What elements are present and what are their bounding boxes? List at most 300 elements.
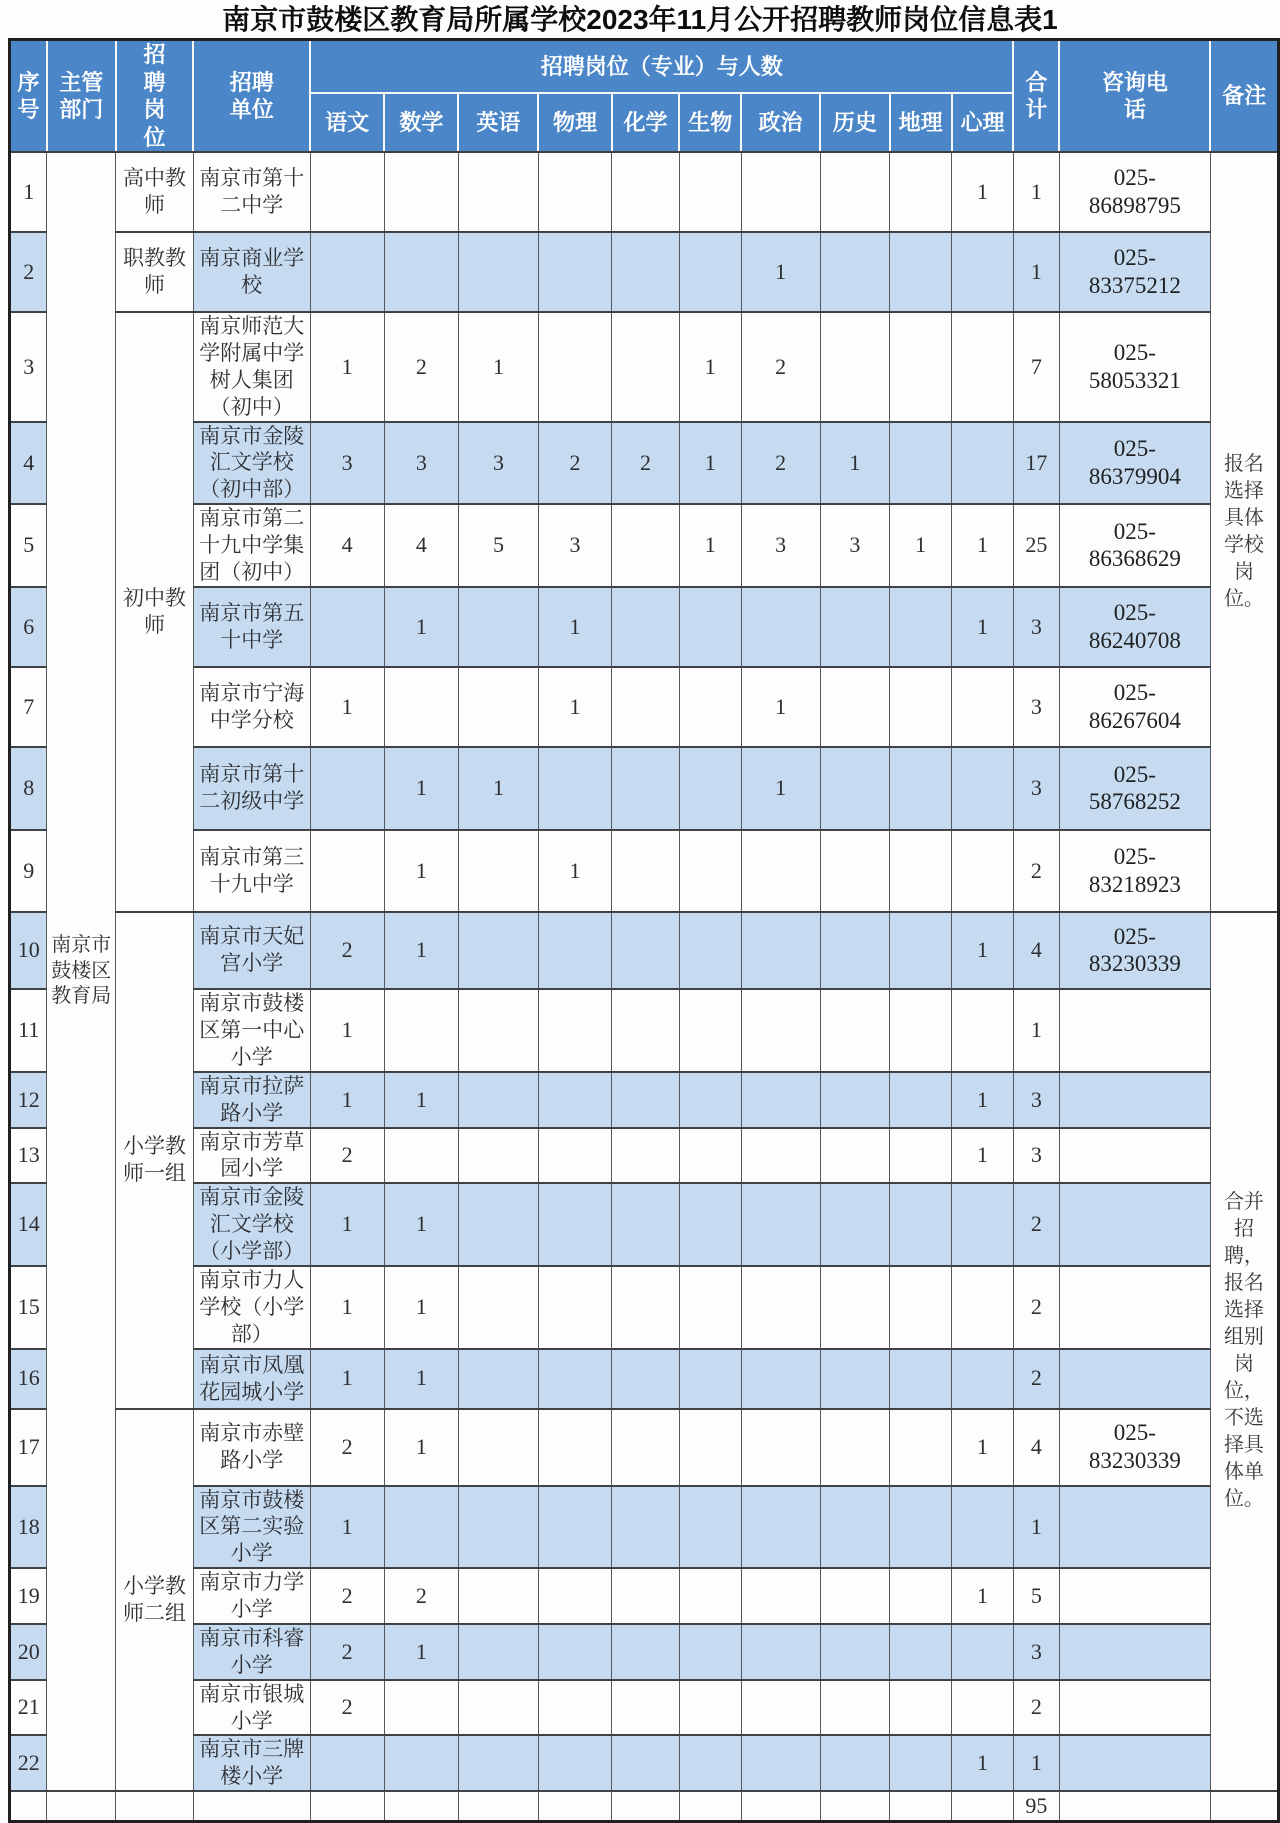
table-row xyxy=(10,830,1279,912)
cell-subject-2 xyxy=(458,1409,538,1486)
cell-subject-5 xyxy=(679,1183,741,1266)
cell-unit: 南京市金陵汇文学校（小学部） xyxy=(193,1183,310,1266)
cell-total: 7 xyxy=(1013,312,1059,422)
cell-subject-4 xyxy=(612,1266,680,1349)
cell-subject-7: 1 xyxy=(820,422,889,505)
cell-subject-1 xyxy=(384,667,458,747)
cell-subject-7 xyxy=(820,312,889,422)
cell-total: 2 xyxy=(1013,1349,1059,1409)
cell-unit: 南京市天妃宫小学 xyxy=(193,912,310,989)
cell-subject-4 xyxy=(612,1735,680,1791)
cell-subject-3 xyxy=(538,1409,611,1486)
cell-subject-9 xyxy=(952,1791,1014,1822)
cell-subject-5: 1 xyxy=(679,312,741,422)
cell-subject-2 xyxy=(458,989,538,1072)
cell-subject-0: 2 xyxy=(310,1624,384,1680)
cell-subject-5 xyxy=(679,1128,741,1184)
cell-total: 3 xyxy=(1013,1128,1059,1184)
cell-subject-5 xyxy=(679,1680,741,1736)
cell-unit: 南京市芳草园小学 xyxy=(193,1128,310,1184)
cell-subject-7 xyxy=(820,667,889,747)
cell-subject-3 xyxy=(538,1266,611,1349)
cell-subject-3 xyxy=(538,1128,611,1184)
cell-subject-3 xyxy=(538,1735,611,1791)
cell-subject-6 xyxy=(741,1486,820,1569)
cell-subject-6 xyxy=(741,1409,820,1486)
cell-subject-1 xyxy=(384,1486,458,1569)
cell-subject-0 xyxy=(310,747,384,830)
cell-seq: 8 xyxy=(10,747,47,830)
cell-subject-2 xyxy=(458,587,538,667)
cell-subject-4 xyxy=(612,232,680,312)
cell-subject-0: 1 xyxy=(310,1349,384,1409)
column-header-subject-1: 数学 xyxy=(384,93,458,152)
cell-subject-3 xyxy=(538,1568,611,1624)
cell-subject-0: 1 xyxy=(310,1486,384,1569)
cell-subject-2 xyxy=(458,1349,538,1409)
cell-phone: 025-58053321 xyxy=(1059,312,1210,422)
cell-unit: 南京市力人学校（小学部） xyxy=(193,1266,310,1349)
cell-total: 3 xyxy=(1013,587,1059,667)
cell-seq: 5 xyxy=(10,504,47,587)
cell-subject-7 xyxy=(820,1409,889,1486)
table-row xyxy=(10,504,1279,587)
cell-subject-9 xyxy=(952,830,1014,912)
cell-post-group: 初中教师 xyxy=(116,312,194,912)
cell-subject-4 xyxy=(612,1072,680,1128)
cell-phone xyxy=(1059,1680,1210,1736)
cell-note: 报名选择具体学校岗位。 xyxy=(1210,152,1278,912)
cell-subject-8 xyxy=(890,1791,952,1822)
cell-subject-1 xyxy=(384,1128,458,1184)
cell-subject-0: 1 xyxy=(310,312,384,422)
cell-subject-8 xyxy=(890,989,952,1072)
cell-subject-8: 1 xyxy=(890,504,952,587)
cell-subject-0: 4 xyxy=(310,504,384,587)
cell-subject-2 xyxy=(458,1735,538,1791)
cell-subject-3 xyxy=(538,912,611,989)
cell-subject-6 xyxy=(741,1128,820,1184)
cell-subject-8 xyxy=(890,747,952,830)
cell-subject-9: 1 xyxy=(952,1735,1014,1791)
cell-subject-4 xyxy=(612,1409,680,1486)
cell-subject-8 xyxy=(890,830,952,912)
cell-seq: 18 xyxy=(10,1486,47,1569)
cell-subject-6 xyxy=(741,1568,820,1624)
cell-subject-3 xyxy=(538,1072,611,1128)
cell-phone xyxy=(1059,1266,1210,1349)
cell-total: 5 xyxy=(1013,1568,1059,1624)
cell-phone: 025-86368629 xyxy=(1059,504,1210,587)
cell-seq: 21 xyxy=(10,1680,47,1736)
grand-total: 95 xyxy=(1013,1791,1059,1822)
cell-subject-4 xyxy=(612,1486,680,1569)
cell-seq: 9 xyxy=(10,830,47,912)
cell-seq: 10 xyxy=(10,912,47,989)
cell-subject-7 xyxy=(820,989,889,1072)
cell-unit: 南京市第十二初级中学 xyxy=(193,747,310,830)
cell-subject-5 xyxy=(679,152,741,232)
cell-subject-3 xyxy=(538,747,611,830)
table-body xyxy=(10,152,1279,1822)
cell-subject-9: 1 xyxy=(952,912,1014,989)
cell-phone: 025-86379904 xyxy=(1059,422,1210,505)
cell-unit: 南京市三牌楼小学 xyxy=(193,1735,310,1791)
cell-subject-4 xyxy=(612,1624,680,1680)
cell-subject-3: 1 xyxy=(538,587,611,667)
cell-subject-1 xyxy=(384,152,458,232)
cell-subject-9: 1 xyxy=(952,587,1014,667)
cell-unit: 南京市银城小学 xyxy=(193,1680,310,1736)
cell-subject-2 xyxy=(458,1128,538,1184)
cell-phone xyxy=(1059,1791,1210,1822)
cell-subject-0: 2 xyxy=(310,1128,384,1184)
cell-subject-8 xyxy=(890,1128,952,1184)
cell-total: 2 xyxy=(1013,1183,1059,1266)
cell-subject-0: 2 xyxy=(310,1568,384,1624)
cell-seq: 14 xyxy=(10,1183,47,1266)
cell-seq: 12 xyxy=(10,1072,47,1128)
cell-subject-7 xyxy=(820,747,889,830)
cell-subject-0: 1 xyxy=(310,989,384,1072)
cell-phone: 025-83230339 xyxy=(1059,1409,1210,1486)
cell-subject-0 xyxy=(310,830,384,912)
cell-seq: 2 xyxy=(10,232,47,312)
column-header-subject-6: 政治 xyxy=(741,93,820,152)
cell-subject-1: 4 xyxy=(384,504,458,587)
table-row xyxy=(10,232,1279,312)
cell-subject-8 xyxy=(890,1624,952,1680)
cell-phone: 025-86240708 xyxy=(1059,587,1210,667)
cell-subject-1: 1 xyxy=(384,1349,458,1409)
cell-subject-8 xyxy=(890,152,952,232)
cell-subject-8 xyxy=(890,1072,952,1128)
cell-subject-9 xyxy=(952,1349,1014,1409)
cell-subject-4 xyxy=(612,312,680,422)
cell-subject-8 xyxy=(890,1735,952,1791)
cell-unit xyxy=(193,1791,310,1822)
cell-subject-5: 1 xyxy=(679,422,741,505)
cell-subject-7 xyxy=(820,1183,889,1266)
cell-subject-8 xyxy=(890,1349,952,1409)
cell-subject-5 xyxy=(679,1072,741,1128)
cell-subject-3 xyxy=(538,1791,611,1822)
cell-subject-4 xyxy=(612,830,680,912)
cell-total: 1 xyxy=(1013,152,1059,232)
cell-unit: 南京市第十二中学 xyxy=(193,152,310,232)
cell-subject-1 xyxy=(384,232,458,312)
cell-subject-7 xyxy=(820,1266,889,1349)
table-row xyxy=(10,1072,1279,1128)
cell-subject-3 xyxy=(538,1183,611,1266)
cell-subject-2 xyxy=(458,1624,538,1680)
cell-subject-9: 1 xyxy=(952,1409,1014,1486)
cell-phone: 025-83230339 xyxy=(1059,912,1210,989)
cell-subject-9 xyxy=(952,1183,1014,1266)
cell-unit: 南京市力学小学 xyxy=(193,1568,310,1624)
cell-seq: 3 xyxy=(10,312,47,422)
cell-phone: 025-83375212 xyxy=(1059,232,1210,312)
cell-phone xyxy=(1059,1072,1210,1128)
cell-total: 17 xyxy=(1013,422,1059,505)
cell-unit: 南京市第五十中学 xyxy=(193,587,310,667)
cell-subject-0: 2 xyxy=(310,1680,384,1736)
cell-subject-4 xyxy=(612,989,680,1072)
cell-subject-2 xyxy=(458,1183,538,1266)
cell-subject-5 xyxy=(679,989,741,1072)
cell-subject-1: 1 xyxy=(384,830,458,912)
cell-subject-0 xyxy=(310,1791,384,1822)
column-header-seq: 序号 xyxy=(10,40,47,153)
cell-subject-9 xyxy=(952,422,1014,505)
cell-seq: 1 xyxy=(10,152,47,232)
cell-subject-6: 1 xyxy=(741,747,820,830)
table-row xyxy=(10,1486,1279,1569)
cell-total: 3 xyxy=(1013,667,1059,747)
cell-post-group: 职教教师 xyxy=(116,232,194,312)
cell-total: 1 xyxy=(1013,1735,1059,1791)
cell-subject-8 xyxy=(890,667,952,747)
cell-phone xyxy=(1059,1183,1210,1266)
cell-subject-6 xyxy=(741,1072,820,1128)
cell-subject-2 xyxy=(458,1680,538,1736)
cell-subject-7 xyxy=(820,1486,889,1569)
cell-subject-9: 1 xyxy=(952,504,1014,587)
cell-subject-4 xyxy=(612,747,680,830)
cell-phone xyxy=(1059,989,1210,1072)
cell-subject-6: 2 xyxy=(741,312,820,422)
cell-subject-5 xyxy=(679,1486,741,1569)
cell-unit: 南京市凤凰花园城小学 xyxy=(193,1349,310,1409)
cell-seq: 13 xyxy=(10,1128,47,1184)
cell-unit: 南京市鼓楼区第一中心小学 xyxy=(193,989,310,1072)
cell-unit: 南京市宁海中学分校 xyxy=(193,667,310,747)
cell-subject-3: 2 xyxy=(538,422,611,505)
cell-total: 3 xyxy=(1013,1624,1059,1680)
column-header-dept: 主管部门 xyxy=(47,40,116,153)
cell-subject-7 xyxy=(820,1072,889,1128)
cell-seq: 11 xyxy=(10,989,47,1072)
cell-subject-6: 2 xyxy=(741,422,820,505)
cell-subject-1: 3 xyxy=(384,422,458,505)
header-row xyxy=(10,40,1279,94)
cell-unit: 南京师范大学附属中学树人集团（初中） xyxy=(193,312,310,422)
table-row xyxy=(10,912,1279,989)
cell-total: 1 xyxy=(1013,232,1059,312)
cell-subject-6: 1 xyxy=(741,667,820,747)
cell-subject-1 xyxy=(384,989,458,1072)
cell-subject-2 xyxy=(458,1568,538,1624)
cell-total: 3 xyxy=(1013,747,1059,830)
cell-subject-9 xyxy=(952,667,1014,747)
cell-subject-1: 2 xyxy=(384,1568,458,1624)
cell-subject-7 xyxy=(820,1128,889,1184)
cell-phone: 025-86267604 xyxy=(1059,667,1210,747)
cell-subject-5 xyxy=(679,1624,741,1680)
cell-subject-8 xyxy=(890,1266,952,1349)
cell-subject-6 xyxy=(741,989,820,1072)
cell-subject-7: 3 xyxy=(820,504,889,587)
cell-subject-4 xyxy=(612,152,680,232)
table-row xyxy=(10,587,1279,667)
table-row xyxy=(10,1128,1279,1184)
cell-subject-0 xyxy=(310,1735,384,1791)
cell-phone xyxy=(1059,1128,1210,1184)
cell-subject-2: 5 xyxy=(458,504,538,587)
cell-subject-5 xyxy=(679,747,741,830)
cell-subject-2 xyxy=(458,667,538,747)
column-header-subject-3: 物理 xyxy=(538,93,611,152)
cell-phone: 025-58768252 xyxy=(1059,747,1210,830)
cell-phone xyxy=(1059,1624,1210,1680)
cell-subject-5 xyxy=(679,1266,741,1349)
cell-subject-6 xyxy=(741,830,820,912)
cell-subject-7 xyxy=(820,912,889,989)
cell-total: 3 xyxy=(1013,1072,1059,1128)
cell-post-group: 小学教师一组 xyxy=(116,912,194,1409)
cell-post-group: 高中教师 xyxy=(116,152,194,232)
column-header-note: 备注 xyxy=(1210,40,1278,153)
cell-subject-7 xyxy=(820,152,889,232)
cell-subject-5 xyxy=(679,1568,741,1624)
cell-subject-1 xyxy=(384,1791,458,1822)
cell-subject-4 xyxy=(612,1128,680,1184)
cell-subject-4 xyxy=(612,587,680,667)
cell-subject-4 xyxy=(612,1349,680,1409)
cell-subject-5 xyxy=(679,587,741,667)
column-header-total: 合计 xyxy=(1013,40,1059,153)
column-header-subject-9: 心理 xyxy=(952,93,1014,152)
cell-seq: 7 xyxy=(10,667,47,747)
cell-unit: 南京市科睿小学 xyxy=(193,1624,310,1680)
cell-post-group xyxy=(116,1791,194,1822)
cell-seq: 19 xyxy=(10,1568,47,1624)
column-header-subject-7: 历史 xyxy=(820,93,889,152)
cell-subject-0: 2 xyxy=(310,912,384,989)
cell-seq: 4 xyxy=(10,422,47,505)
page-title: 南京市鼓楼区教育局所属学校2023年11月公开招聘教师岗位信息表1 xyxy=(222,4,1058,35)
table-row xyxy=(10,312,1279,422)
table-header xyxy=(10,40,1279,153)
cell-subject-0: 1 xyxy=(310,1072,384,1128)
cell-unit: 南京市第二十九中学集团（初中） xyxy=(193,504,310,587)
cell-subject-8 xyxy=(890,422,952,505)
cell-subject-4 xyxy=(612,667,680,747)
cell-subject-0: 2 xyxy=(310,1409,384,1486)
cell-subject-0 xyxy=(310,152,384,232)
cell-subject-8 xyxy=(890,912,952,989)
cell-subject-6 xyxy=(741,1183,820,1266)
table-row xyxy=(10,422,1279,505)
table-row xyxy=(10,1409,1279,1486)
cell-seq: 16 xyxy=(10,1349,47,1409)
cell-subject-9: 1 xyxy=(952,1072,1014,1128)
cell-subject-6: 1 xyxy=(741,232,820,312)
cell-subject-2 xyxy=(458,830,538,912)
cell-total: 1 xyxy=(1013,1486,1059,1569)
table-row xyxy=(10,1735,1279,1791)
cell-subject-2 xyxy=(458,1072,538,1128)
cell-subject-9 xyxy=(952,1624,1014,1680)
cell-subject-8 xyxy=(890,1183,952,1266)
cell-subject-6 xyxy=(741,1266,820,1349)
cell-subject-5 xyxy=(679,667,741,747)
cell-total: 2 xyxy=(1013,1266,1059,1349)
cell-subject-9 xyxy=(952,232,1014,312)
cell-subject-9 xyxy=(952,312,1014,422)
cell-subject-4 xyxy=(612,1183,680,1266)
cell-subject-6 xyxy=(741,912,820,989)
cell-subject-6: 3 xyxy=(741,504,820,587)
cell-subject-1: 1 xyxy=(384,1624,458,1680)
cell-phone xyxy=(1059,1735,1210,1791)
cell-unit: 南京市金陵汇文学校（初中部） xyxy=(193,422,310,505)
cell-subject-1: 1 xyxy=(384,1266,458,1349)
cell-seq: 6 xyxy=(10,587,47,667)
cell-subject-3: 1 xyxy=(538,667,611,747)
cell-subject-3 xyxy=(538,1624,611,1680)
cell-subject-4: 2 xyxy=(612,422,680,505)
cell-subject-5: 1 xyxy=(679,504,741,587)
cell-seq: 20 xyxy=(10,1624,47,1680)
cell-unit: 南京市拉萨路小学 xyxy=(193,1072,310,1128)
cell-total: 2 xyxy=(1013,830,1059,912)
cell-subject-6 xyxy=(741,1791,820,1822)
cell-phone xyxy=(1059,1349,1210,1409)
cell-total: 4 xyxy=(1013,1409,1059,1486)
cell-subject-7 xyxy=(820,1791,889,1822)
cell-phone: 025-86898795 xyxy=(1059,152,1210,232)
cell-subject-5 xyxy=(679,1791,741,1822)
table-row xyxy=(10,667,1279,747)
cell-subject-4 xyxy=(612,1680,680,1736)
cell-subject-0: 1 xyxy=(310,667,384,747)
cell-subject-3: 1 xyxy=(538,830,611,912)
cell-subject-6 xyxy=(741,587,820,667)
cell-subject-6 xyxy=(741,1624,820,1680)
cell-phone xyxy=(1059,1568,1210,1624)
cell-subject-8 xyxy=(890,312,952,422)
cell-total: 25 xyxy=(1013,504,1059,587)
cell-subject-2 xyxy=(458,1791,538,1822)
column-header-subject-0: 语文 xyxy=(310,93,384,152)
table-row xyxy=(10,747,1279,830)
cell-seq: 17 xyxy=(10,1409,47,1486)
cell-subject-8 xyxy=(890,1486,952,1569)
column-header-subject-5: 生物 xyxy=(679,93,741,152)
cell-subject-3 xyxy=(538,312,611,422)
cell-subject-6 xyxy=(741,152,820,232)
cell-subject-8 xyxy=(890,1680,952,1736)
cell-subject-7 xyxy=(820,830,889,912)
cell-subject-9 xyxy=(952,1680,1014,1736)
cell-subject-1: 1 xyxy=(384,1183,458,1266)
cell-subject-7 xyxy=(820,1568,889,1624)
cell-subject-0: 1 xyxy=(310,1183,384,1266)
cell-subject-6 xyxy=(741,1735,820,1791)
cell-subject-9: 1 xyxy=(952,1128,1014,1184)
cell-seq: 22 xyxy=(10,1735,47,1791)
recruitment-table xyxy=(8,38,1280,1823)
cell-subject-1: 2 xyxy=(384,312,458,422)
cell-department: 南京市鼓楼区教育局 xyxy=(47,152,116,1791)
column-header-post: 招聘岗位 xyxy=(116,40,194,153)
cell-subject-6 xyxy=(741,1680,820,1736)
summary-row xyxy=(10,1791,1279,1822)
column-header-subject-4: 化学 xyxy=(612,93,680,152)
cell-subject-4 xyxy=(612,1791,680,1822)
cell-subject-7 xyxy=(820,587,889,667)
